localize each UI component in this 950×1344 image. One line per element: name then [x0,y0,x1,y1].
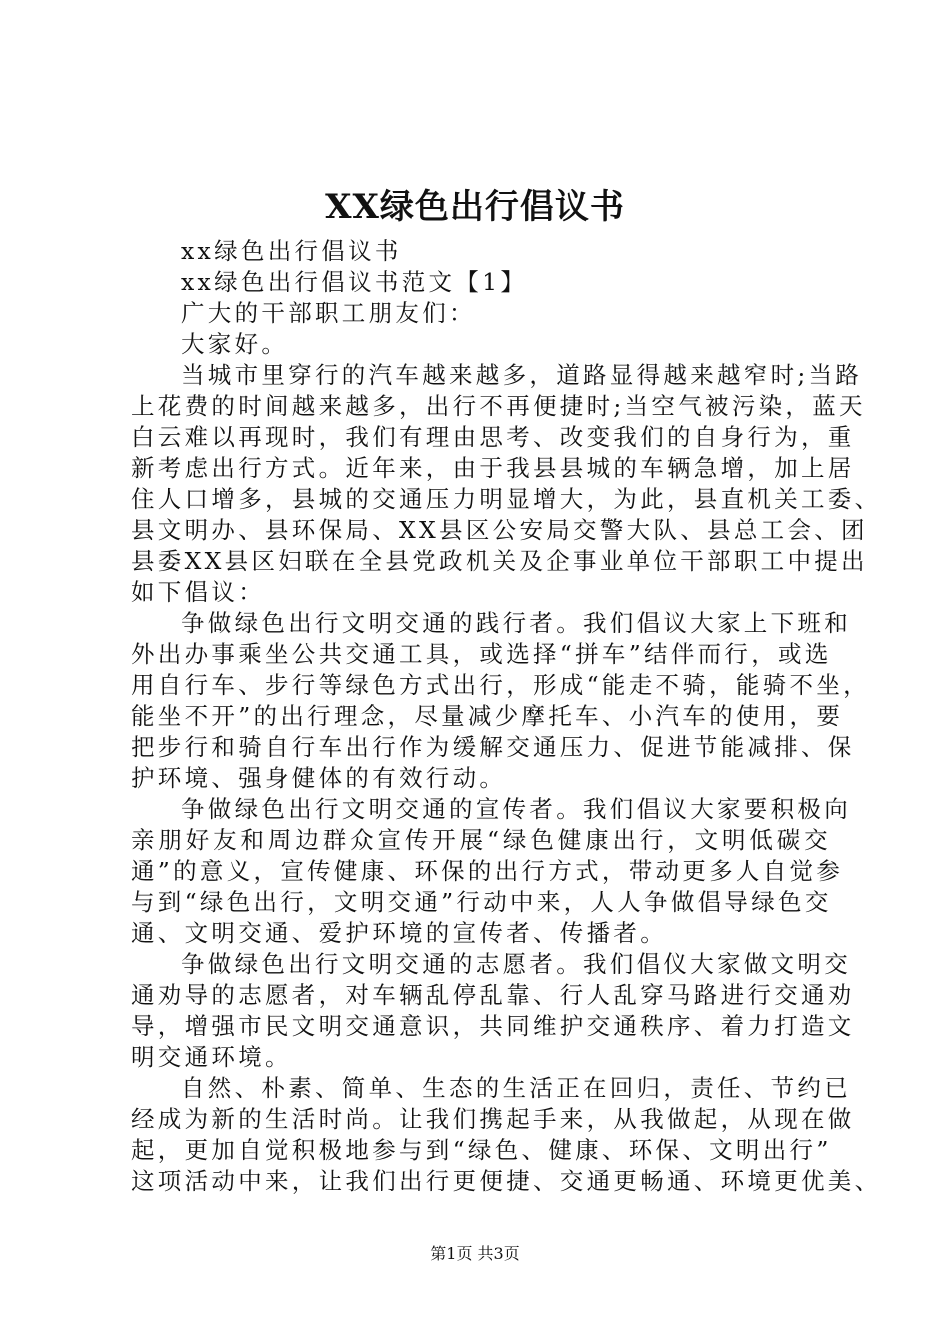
body-text-line: 如下倡议： [131,578,265,606]
body-text-line: xx绿色出行倡议书范文【1】 [181,268,528,296]
body-text-line: 大家好。 [181,330,289,358]
body-text-line: 通劝导的志愿者，对车辆乱停乱靠、行人乱穿马路进行交通劝 [131,981,855,1009]
page-title: XX绿色出行倡议书 [325,187,625,227]
body-text-line: 当城市里穿行的汽车越来越多，道路显得越来越窄时;当路 [181,361,863,389]
body-text-line: 把步行和骑自行车出行作为缓解交通压力、促进节能减排、保 [131,733,855,761]
body-text-line: 护环境、强身健体的有效行动。 [131,764,507,792]
body-text-line: 新考虑出行方式。近年来，由于我县县城的车辆急增，加上居 [131,454,855,482]
body-text-line: 导，增强市民文明交通意识，共同维护交通秩序、着力打造文 [131,1012,855,1040]
body-text-line: xx绿色出行倡议书 [181,237,402,265]
body-text-line: 能坐不开”的出行理念，尽量减少摩托车、小汽车的使用，要 [131,702,844,730]
body-text-line: 用自行车、步行等绿色方式出行，形成“能走不骑，能骑不坐， [131,671,870,699]
body-text-line: 上花费的时间越来越多，出行不再便捷时;当空气被污染，蓝天 [131,392,866,420]
body-text-line: 亲朋好友和周边群众宣传开展“绿色健康出行，文明低碳交 [131,826,831,854]
body-text-line: 县委XX县区妇联在全县党政机关及企事业单位干部职工中提出 [131,547,868,575]
body-text-line: 争做绿色出行文明交通的宣传者。我们倡议大家要积极向 [181,795,851,823]
body-text-line: 广大的干部职工朋友们： [181,299,476,327]
body-text-line: 争做绿色出行文明交通的志愿者。我们倡仪大家做文明交 [181,950,851,978]
document-body [131,236,882,1197]
body-text-line: 通、文明交通、爱护环境的宣传者、传播者。 [131,919,667,947]
body-text-line: 住人口增多，县城的交通压力明显增大，为此，县直机关工委、 [131,485,882,513]
page-footer: 第1页 共3页 [430,1244,520,1263]
body-text-line: 明交通环境。 [131,1043,292,1071]
body-text-line: 外出办事乘坐公共交通工具，或选择“拼车”结伴而行，或选 [131,640,832,668]
body-text-line: 起，更加自觉积极地参与到“绿色、健康、环保、文明出行” [131,1136,832,1164]
body-text-line: 经成为新的生活时尚。让我们携起手来，从我做起，从现在做 [131,1105,855,1133]
body-text-line: 自然、朴素、简单、生态的生活正在回归，责任、节约已 [181,1074,851,1102]
body-text-line: 与到“绿色出行，文明交通”行动中来，人人争做倡导绿色交 [131,888,832,916]
body-text-line: 这项活动中来，让我们出行更便捷、交通更畅通、环境更优美、 [131,1167,882,1195]
body-text-line: 争做绿色出行文明交通的践行者。我们倡议大家上下班和 [181,609,851,637]
body-text-line: 通”的意义，宣传健康、环保的出行方式，带动更多人自觉参 [131,857,844,885]
body-text-line: 白云难以再现时，我们有理由思考、改变我们的自身行为，重 [131,423,855,451]
body-text-line: 县文明办、县环保局、XX县区公安局交警大队、县总工会、团 [131,516,868,544]
